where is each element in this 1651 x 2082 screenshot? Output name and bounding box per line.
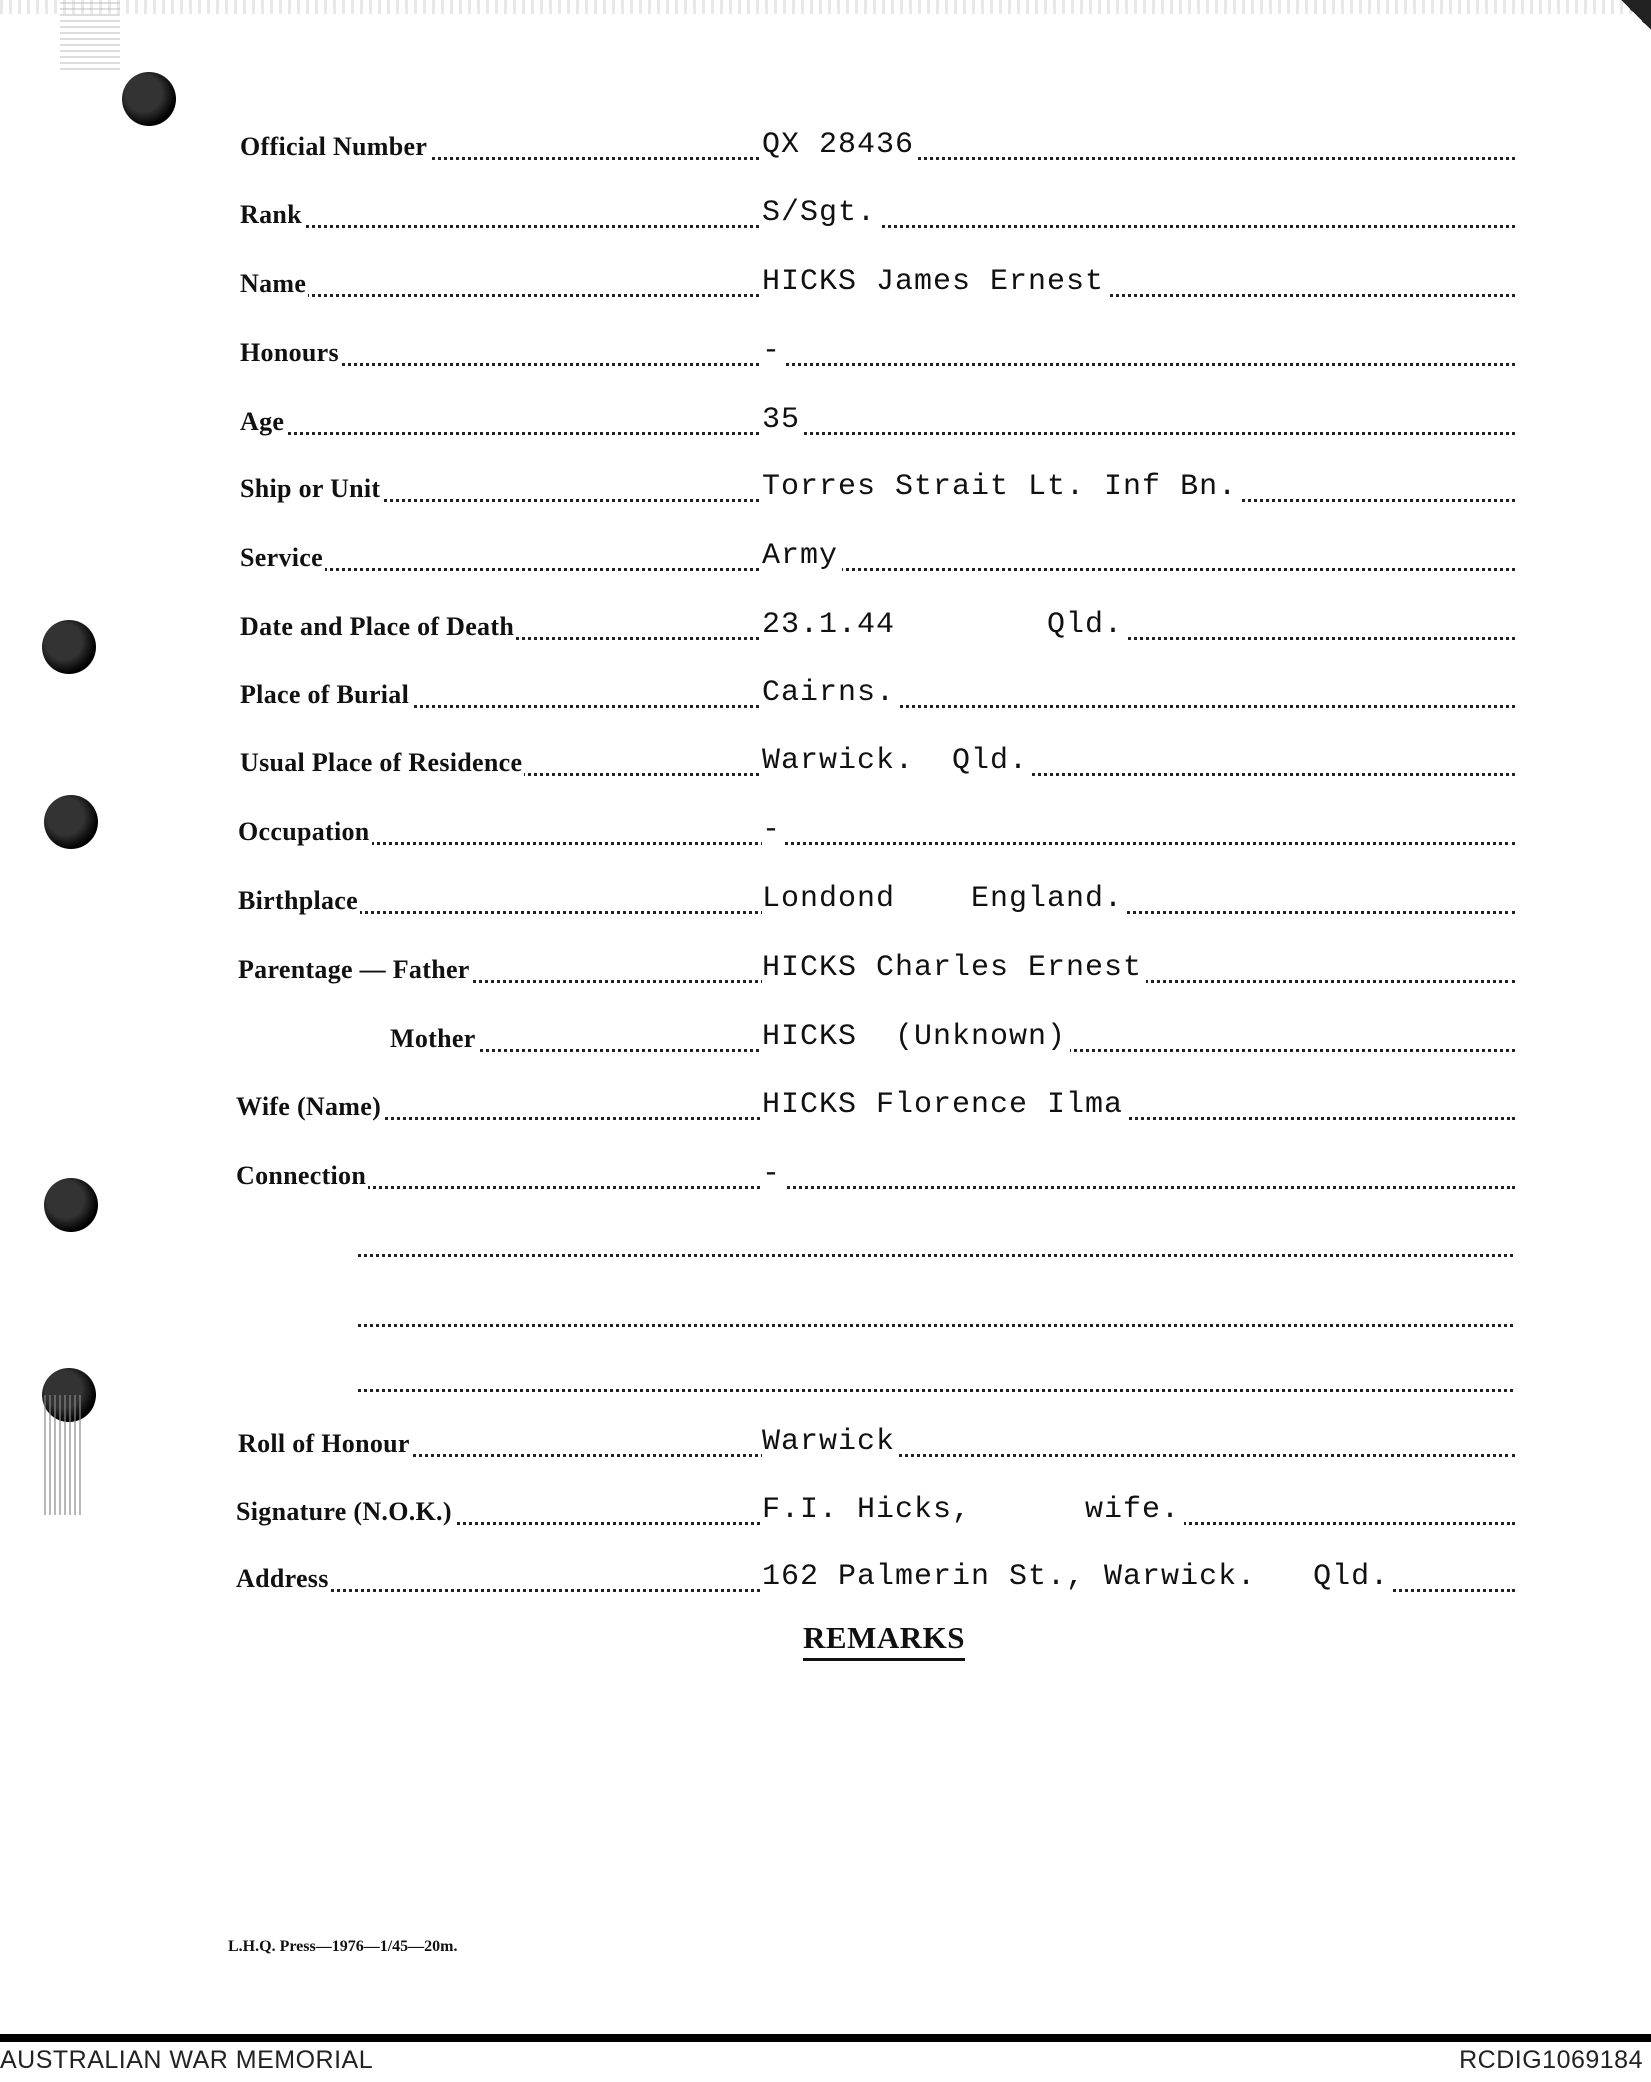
field-label: Service: [240, 543, 323, 572]
field-value: Torres Strait Lt. Inf Bn.: [762, 470, 1241, 504]
field-label: Date and Place of Death: [240, 612, 515, 641]
field-usual-residence: [0, 744, 1651, 784]
field-value: Army: [762, 539, 842, 573]
dotted-leader: [236, 1186, 1515, 1189]
field-connection: [0, 1157, 1651, 1197]
field-place-of-burial: [0, 676, 1651, 716]
field-honours: [0, 334, 1651, 374]
field-value: HICKS James Ernest: [762, 265, 1108, 299]
field-value: HICKS Charles Ernest: [762, 951, 1146, 985]
field-label: Wife (Name): [236, 1092, 382, 1121]
field-name: [0, 265, 1651, 305]
scan-edge-top: [0, 0, 1651, 14]
dotted-leader: [358, 1254, 1513, 1257]
field-label: Place of Burial: [240, 680, 410, 709]
dotted-leader: [240, 363, 1515, 366]
field-value: 35: [762, 403, 804, 437]
field-value: Warwick. Qld.: [762, 744, 1032, 778]
field-label: Parentage — Father: [238, 955, 470, 984]
field-occupation: [0, 813, 1651, 853]
dotted-leader: [238, 842, 1515, 845]
footer-reference-id: RCDIG1069184: [1459, 2046, 1643, 2074]
field-wife-name: [0, 1088, 1651, 1128]
field-label: Occupation: [238, 817, 370, 846]
field-value: -: [762, 334, 785, 368]
field-roll-of-honour: [0, 1425, 1651, 1465]
field-label: Address: [236, 1564, 329, 1593]
scan-bottom-bar: [0, 2034, 1651, 2042]
field-signature-nok: [0, 1493, 1651, 1533]
field-rank: [0, 196, 1651, 236]
field-label: Ship or Unit: [240, 474, 381, 503]
field-value: Londond England.: [762, 882, 1127, 916]
field-parentage-mother: [0, 1020, 1651, 1060]
field-service: [0, 539, 1651, 579]
field-label: Honours: [240, 338, 339, 367]
dotted-leader: [358, 1324, 1513, 1327]
dotted-leader: [358, 1389, 1513, 1392]
field-value: Warwick: [762, 1425, 899, 1459]
page-corner-fold: [1611, 0, 1651, 60]
field-value: 23.1.44 Qld.: [762, 608, 1127, 642]
field-label: Connection: [236, 1161, 367, 1190]
field-label: Age: [240, 407, 285, 436]
field-address: [0, 1560, 1651, 1600]
field-value: QX 28436: [762, 128, 918, 162]
field-value: S/Sgt.: [762, 196, 880, 230]
dotted-leader: [240, 432, 1515, 435]
field-birthplace: [0, 882, 1651, 922]
field-label: Roll of Honour: [238, 1429, 410, 1458]
field-age: [0, 403, 1651, 443]
blank-line-2: [0, 1295, 1651, 1335]
footer-source: AUSTRALIAN WAR MEMORIAL: [0, 2046, 374, 2074]
printer-imprint: L.H.Q. Press—1976—1/45—20m.: [228, 1938, 458, 1955]
field-label: Usual Place of Residence: [240, 748, 523, 777]
field-parentage-father: [0, 951, 1651, 991]
field-value: -: [762, 813, 785, 847]
field-value: HICKS Florence Ilma: [762, 1088, 1127, 1122]
scan-edge-mark: [60, 0, 120, 70]
field-label: Mother: [390, 1024, 476, 1053]
blank-line-1: [0, 1225, 1651, 1265]
field-value: 162 Palmerin St., Warwick. Qld.: [762, 1560, 1393, 1594]
field-value: -: [762, 1157, 785, 1191]
field-date-place-of-death: [0, 608, 1651, 648]
field-value: F.I. Hicks, wife.: [762, 1493, 1184, 1527]
field-official-number: [0, 128, 1651, 168]
blank-line-3: [0, 1360, 1651, 1400]
remarks-heading: REMARKS: [803, 1620, 965, 1661]
field-label: Rank: [240, 200, 302, 229]
punch-hole-1: [122, 72, 176, 126]
field-ship-or-unit: [0, 470, 1651, 510]
field-label: Signature (N.O.K.): [236, 1497, 452, 1526]
field-label: Official Number: [240, 132, 428, 161]
dotted-leader: [240, 568, 1515, 571]
field-value: HICKS (Unknown): [762, 1020, 1070, 1054]
field-label: Birthplace: [238, 886, 358, 915]
field-label: Name: [240, 269, 307, 298]
field-value: Cairns.: [762, 676, 899, 710]
